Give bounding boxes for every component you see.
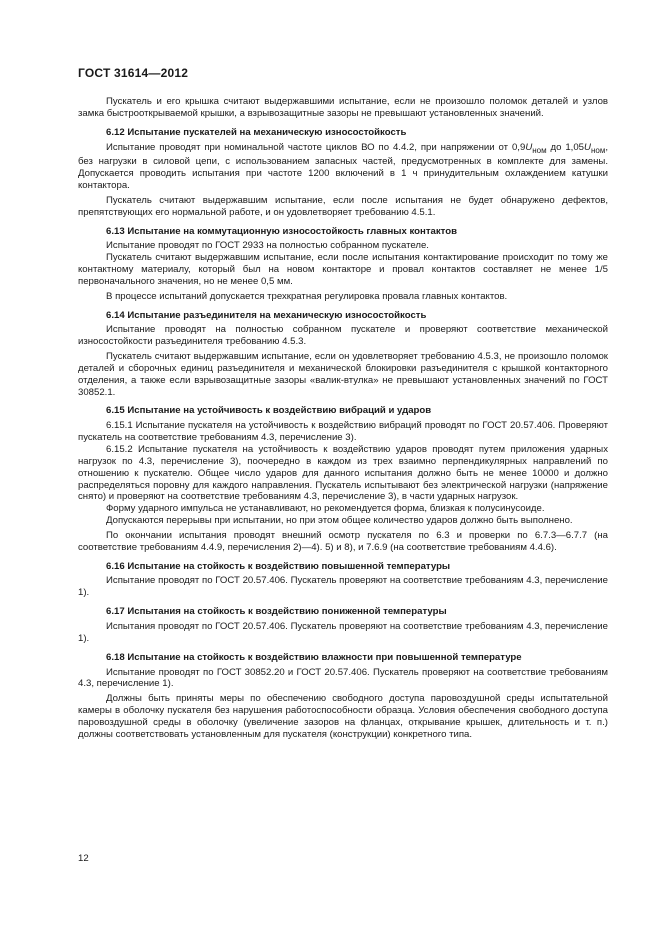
section-6-14-paragraph-1: Испытание проводят на полностью собранном пускателе и проверяют соответствие механической износостойкости разъединителя требованию 4.5.3. [78,324,608,348]
section-6-17-title: 6.17 Испытания на стойкость к воздействию пониженной температуры [106,606,447,618]
section-6-14-title: 6.14 Испытание разъединителя на механическую износостойкость [106,309,427,321]
page-number: 12 [78,853,89,864]
section-6-15-title: 6.15 Испытание на устойчивость к воздействию вибраций и ударов [106,405,432,417]
section-6-15-paragraph-3: Форму ударного импульса не устанавливают, но рекомендуется форма, близкая к полусинусоиде. [106,503,545,515]
section-6-17-paragraph-1: Испытания проводят по ГОСТ 20.57.406. Пускатель проверяют на соответствие требованиям 4.3, перечисление 1). [78,620,608,644]
section-6-12-paragraph-2: Пускатель считают выдержавшим испытание, если после испытания не будет обнаружено дефектов, препятствующих его нормальной работе, и он удовлетворяет требованию 4.5.1. [78,194,608,218]
section-6-14-paragraph-2: Пускатель считают выдержавшим испытание, если он удовлетворяет требованию 4.5.3, не произошло поломок деталей и сборочных единиц разъединителя и механической блокировки разъединителя с крышкой контакторного отделения, а также если взрывозащитные зазоры «валик-втулка» не превышают установленных значений по ГОСТ 30852.1. [78,351,608,398]
section-6-18-paragraph-1: Испытание проводят по ГОСТ 30852.20 и ГОСТ 20.57.406. Пускатель проверяют на соответствие требованиям 4.3, перечисление 1). [78,666,608,690]
section-6-18-title: 6.18 Испытание на стойкость к воздействию влажности при повышенной температуре [106,651,522,663]
section-6-13-paragraph-3: В процессе испытаний допускается трехкратная регулировка провала главных контактов. [106,290,508,302]
section-6-15-paragraph-1: 6.15.1 Испытание пускателя на устойчивость к воздействию вибраций проводят по ГОСТ 20.57.406. Проверяют пускатель на соответствие требованиям 4.3, перечисление 3). [78,420,608,444]
section-6-12-paragraph-1: Испытание проводят при номинальной частоте циклов ВО по 4.4.2, при напряжении от $0,9U_{ном}$ до $1,05U_{ном}$, без нагрузки в силовой цепи, с использованием запасных частей, предусмотренных в комплекте для замены. Допускается проводить испытания при частоте 1200 включений в 1 ч принудительным охлаждением катушки контактора. [78,141,609,191]
section-6-13-paragraph-2: Пускатель считают выдержавшим испытание, если после испытания контактирование происходит по тому же контактному материалу, который был на новом контакторе и провал контактов составляет не менее 1/5 первоначального значения, но не менее 0,5 мм. [78,252,608,287]
document-header: ГОСТ 31614—2012 [78,66,189,80]
section-6-16-title: 6.16 Испытание на стойкость к воздействию повышенной температуры [106,560,451,572]
section-6-13-paragraph-1: Испытание проводят по ГОСТ 2933 на полностью собранном пускателе. [106,240,429,252]
section-6-16-paragraph-1: Испытание проводят по ГОСТ 20.57.406. Пускатель проверяют на соответствие требованиям 4.3, перечисление 1). [78,575,608,599]
section-6-13-title: 6.13 Испытание на коммутационную износостойкость главных контактов [106,225,457,237]
section-6-15-paragraph-4: Допускаются перерывы при испытании, но при этом общее количество ударов должно быть выполнено. [106,515,573,527]
section-6-15-paragraph-5: По окончании испытания проводят внешний осмотр пускателя по 6.3 и проверки по 6.7.3—6.7.7 (на соответствие требованиям 4.4.9, перечисления 2)—4). 5) и 8), и 7.6.9 (на соответствие требованиям 4.4.6). [78,529,608,553]
intro-paragraph: Пускатель и его крышка считают выдержавшими испытание, если не произошло поломок деталей и узлов замка быстрооткрываемой крышки, а взрывозащитные зазоры не превышают установленных значений. [78,96,608,119]
section-6-18-paragraph-2: Должны быть приняты меры по обеспечению свободного доступа паровоздушной среды испытательной камеры в оболочку пускателя без нарушения работоспособности образца. Условия обеспечения свободного доступа паровоздушной среды в оболочку (увеличение зазоров на фланцах, открывание крышек, длительность и т. п.) должны соответствовать установленным для пускателя (конструкции) конкретного типа. [78,693,608,740]
section-6-12-title: 6.12 Испытание пускателей на механическую износостойкость [106,126,407,138]
section-6-15-paragraph-2: 6.15.2 Испытание пускателя на устойчивость к воздействию ударов проводят путем приложения ударных нагрузок по 4.3, перечисление 3), поочередно в каждом из трех взаимно перпендикулярных направлений по отношению к пускателю. Общее число ударов для данного испытания должно быть не менее 10000 и должно распределяться поровну для каждого направления. Пускатель испытывают без электрической нагрузки (напряжение снято) и проверяют на соответствие требованиям 4.3, перечисление 3), в части ударных нагрузок. [78,444,608,503]
document-body [78,96,608,741]
